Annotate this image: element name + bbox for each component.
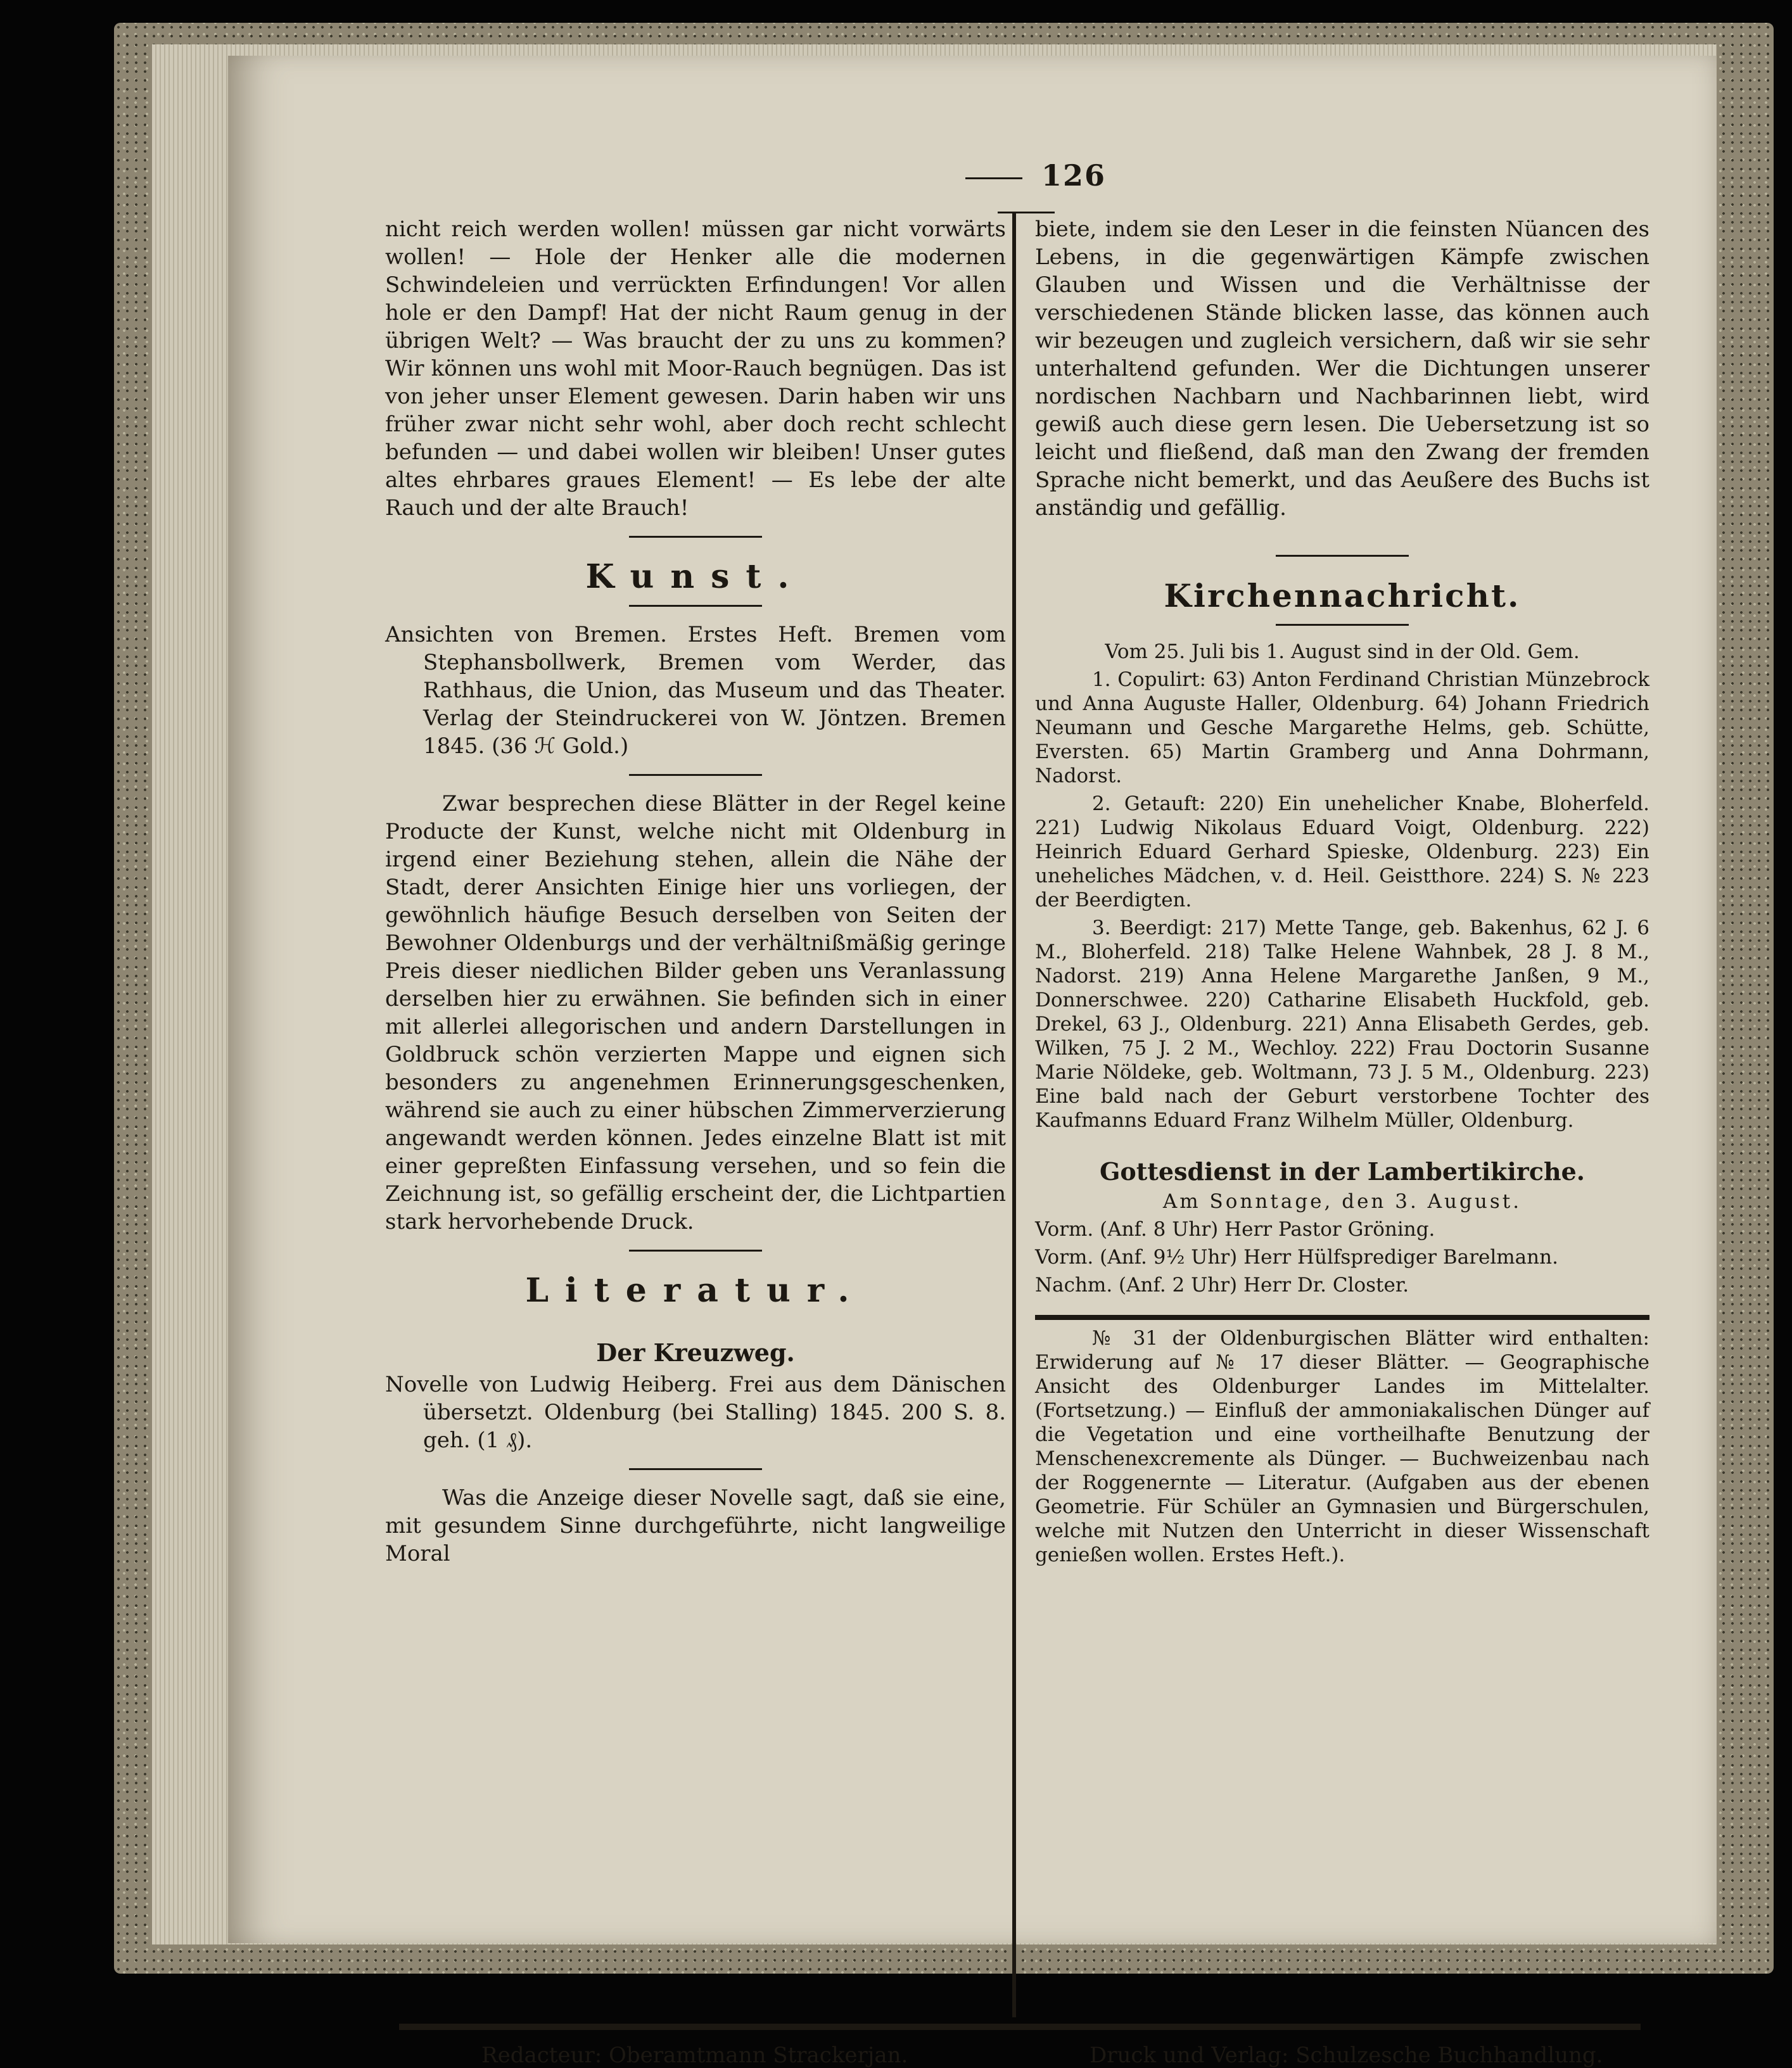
announcement-paragraph: № 31 der Oldenburgischen Blätter wird enthalten: Erwiderung auf № 17 dieser Blätter. — Geographische Ansicht des Oldenburger Landes im Mittelalter. (Fortsetzung.) — Einfluß der ammoniakalischen Dünger auf die Vegetation und eine vortheilhafte Benutzung der Menschenexcremente als Dünger. — Buchweizenbau nach der Roggenernte — Literatur. (Aufgaben aus der ebenen Geometrie. Für Schüler an Gymnasien und Bürgerschulen, welche mit Nutzen den Unterricht in dieser Wissenschaft genießen wollen. Erstes Heft.). [1035,1327,1649,1566]
service-line: Nachm. (Anf. 2 Uhr) Herr Dr. Closter. [1035,1274,1409,1297]
page-number: 126 [899,158,1153,227]
book-title: Der Kreuzweg. [596,1338,795,1367]
book-item: Novelle von Ludwig Heiberg. Frei aus dem Dänischen übersetzt. Oldenburg (bei Stalling) 1845. 200 S. 8. geh. (1 ₰). [385,1372,1006,1453]
book-paragraph: Was die Anzeige dieser Novelle sagt, daß sie eine, mit gesundem Sinne durchgeführte, nicht langweilige Moral [385,1485,1006,1566]
column-divider [1012,212,1016,2017]
service-heading: Gottesdienst in der Lambertikirche. [1099,1157,1585,1186]
copulirt-entry: 1. Copulirt: 63) Anton Ferdinand Christian Münzebrock und Anna Auguste Haller, Oldenburg. 64) Johann Friedrich Neumann und Gesche Margarethe Helms, geb. Schütte, Eversten. 65) Martin Gramberg und Anna Dohrmann, Nadorst. [1035,668,1649,787]
kunst-item: Ansichten von Bremen. Erstes Heft. Bremen vom Stephansbollwerk, Bremen vom Werder, das Rathhaus, die Union, das Museum und das Theater. Verlag der Steindruckerei von W. Jöntzen. Bremen 1845. (36 ℋ Gold.) [385,622,1006,759]
separator-rule [629,605,762,607]
kunst-heading: Kunst. [585,557,806,596]
service-line: Vorm. (Anf. 8 Uhr) Herr Pastor Gröning. [1035,1218,1435,1241]
editor-line: Redacteur: Oberamtmann Strackerjan. [481,2043,908,2068]
church-heading: Kirchennachricht. [1164,577,1521,614]
getauft-entry: 2. Getauft: 220) Ein unehelicher Knabe, Bloherfeld. 221) Ludwig Nikolaus Eduard Voigt, Oldenburg. 222) Heinrich Eduard Gerhard Spieske, Oldenburg. 223) Ein uneheliches Mädchen, v. d. Heil. Geistthore. 224) S. № 223 der Beerdigten. [1035,792,1649,911]
separator-rule [629,536,762,538]
continuation-paragraph: biete, indem sie den Leser in die feinsten Nüancen des Lebens, in die gegenwärtigen Kämpfe zwischen Glauben und Wissen und die Verhältnisse der verschiedenen Stände blicken lasse, das können auch wir bezeugen und zugleich versichern, daß wir sie sehr unterhaltend gefunden. Wer die Dichtungen unserer nordischen Nachbarn und Nachbarinnen liebt, wird gewiß auch diese gern lesen. Die Uebersetzung ist so leicht und fließend, daß man den Zwang der fremden Sprache nicht bemerkt, und das Aeußere des Buchs ist anständig und gefällig. [1035,217,1649,521]
separator-rule [629,1250,762,1252]
publisher-line: Druck und Verlag: Schulzesche Buchhandlung. [1090,2043,1603,2068]
left-column [385,215,1006,1571]
footer-rule [399,2024,1641,2030]
intro-paragraph: nicht reich werden wollen! müssen gar nicht vorwärts wollen! — Hole der Henker alle die modernen Schwindeleien und verrückten Erfindungen! Vor allen hole er den Dampf! Hat der nicht Raum genug in der übrigen Welt? — Was braucht der zu uns zu kommen? Wir können uns wohl mit Moor-Rauch begnügen. Das ist von jeher unser Element gewesen. Darin haben wir uns früher zwar nicht sehr wohl, aber doch recht schlecht befunden — und dabei wollen wir bleiben! Unser gutes altes ehrbares graues Element! — Es lebe der alte Rauch und der alte Brauch! [385,217,1006,521]
separator-rule [1276,624,1409,626]
beerdigt-entry: 3. Beerdigt: 217) Mette Tange, geb. Bakenhus, 62 J. 6 M., Bloherfeld. 218) Talke Helene Wahnbek, 28 J. 8 M., Nadorst. 219) Anna Helene Margarethe Janßen, 9 M., Donnerschwee. 220) Catharine Elisabeth Huckfold, geb. Drekel, 63 J., Oldenburg. 221) Anna Elisabeth Gerdes, geb. Wilken, 75 J. 2 M., Wechloy. 222) Frau Doctorin Susanne Marie Nöldeke, geb. Woltmann, 73 J. 5 M., Oldenburg. 223) Eine bald nach der Geburt verstorbene Tochter des Kaufmanns Eduard Franz Wilhelm Müller, Oldenburg. [1035,917,1649,1132]
kunst-paragraph: Zwar besprechen diese Blätter in der Regel keine Producte der Kunst, welche nicht mit Oldenburg in irgend einer Beziehung stehen, allein die Nähe der Stadt, derer Ansichten Einige hier uns vorliegen, der gewöhnlich häufige Besuch derselben von Seiten der Bewohner Oldenburgs und der verhältnißmäßig geringe Preis dieser niedlichen Bilder geben uns Veranlassung derselben hier zu erwähnen. Sie befinden sich in einer mit allerlei allegorischen und andern Darstellungen in Goldbruck schön verzierten Mappe und eignen sich besonders zu angenehmen Erinnerungsgeschenken, während sie auch zu einer hübschen Zimmerverzierung angewandt werden können. Jedes einzelne Blatt ist mit einer gepreßten Einfassung versehen, und so fein die Zeichnung ist, so gefällig erscheint der, die Lichtpartien stark hervorhebende Druck. [385,791,1006,1234]
literatur-heading: Literatur. [525,1271,866,1310]
church-intro: Vom 25. Juli bis 1. August sind in der Old. Gem. [1105,640,1580,663]
service-date: Am Sonntage, den 3. August. [1162,1190,1522,1213]
separator-rule [629,1468,762,1470]
separator-rule [1276,555,1409,557]
right-column [1035,215,1649,1571]
service-line: Vorm. (Anf. 9½ Uhr) Herr Hülfsprediger Barelmann. [1035,1246,1558,1269]
separator-rule [629,774,762,776]
announcement-rule [1035,1315,1649,1320]
